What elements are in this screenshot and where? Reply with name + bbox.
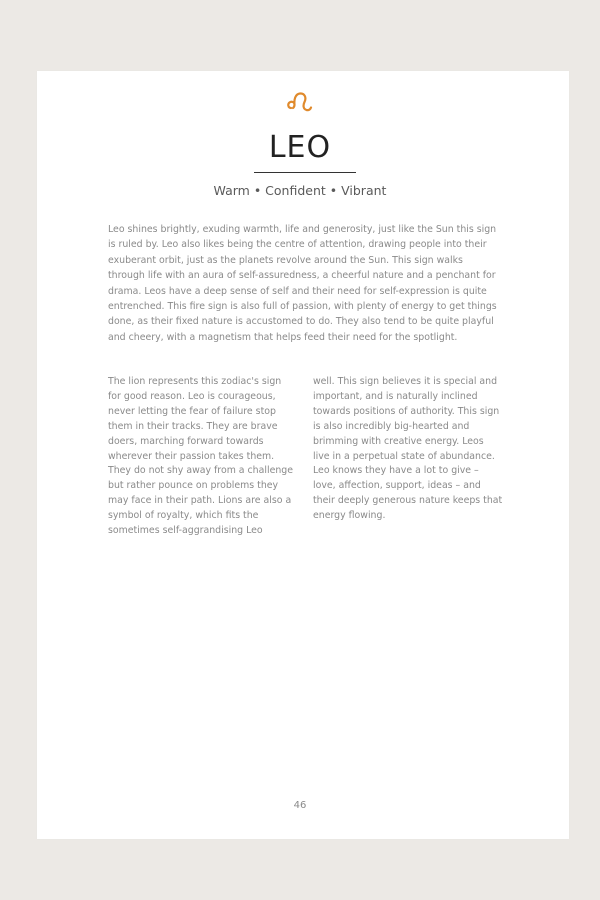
- intro-paragraph: Leo shines brightly, exuding warmth, life and generosity, just like the Sun this sign is ruled by. Leo also likes being the centre of attention, drawing people into their exuberant orbit, just as the planets revolve around the Sun. This sign walks through life with an aura of self-assuredness, a cheerful nature and a penchant for drama. Leos have a deep sense of self and their need for self-expression is quite entrenched. This fire sign is also full of passion, with plenty of energy to get things done, as their fixed nature is accustomed to do. They also tend to be quite playful and cheery, with a magnetism that helps feed their need for the spotlight.: [108, 224, 497, 343]
- body-column-left: The lion represents this zodiac's sign for good reason. Leo is courageous, never letting the fear of failure stop them in their tracks. They are brave doers, marching forward towards wherever their passion takes them. They do not shy away from a challenge but rather pounce on problems they may face in their path. Lions are also a symbol of royalty, which fits the sometimes self-aggrandising Leo: [108, 376, 294, 537]
- traits-subtitle: Warm • Confident • Vibrant: [213, 183, 387, 198]
- page-title: LEO: [268, 130, 332, 165]
- zodiac-symbol: [0, 91, 600, 118]
- body-column-right: well. This sign believes it is special and important, and is naturally inclined towards positions of authority. This sign is also incredibly big-hearted and brimming with creative energy. Leos live in a perpetual state of abundance. Leo knows they have a lot to give – love, affection, support, ideas – and their deeply generous nature keeps that energy flowing.: [313, 376, 503, 522]
- page-number: 46: [293, 800, 307, 811]
- leo-glyph-icon: [287, 91, 313, 113]
- title-divider: [254, 172, 356, 173]
